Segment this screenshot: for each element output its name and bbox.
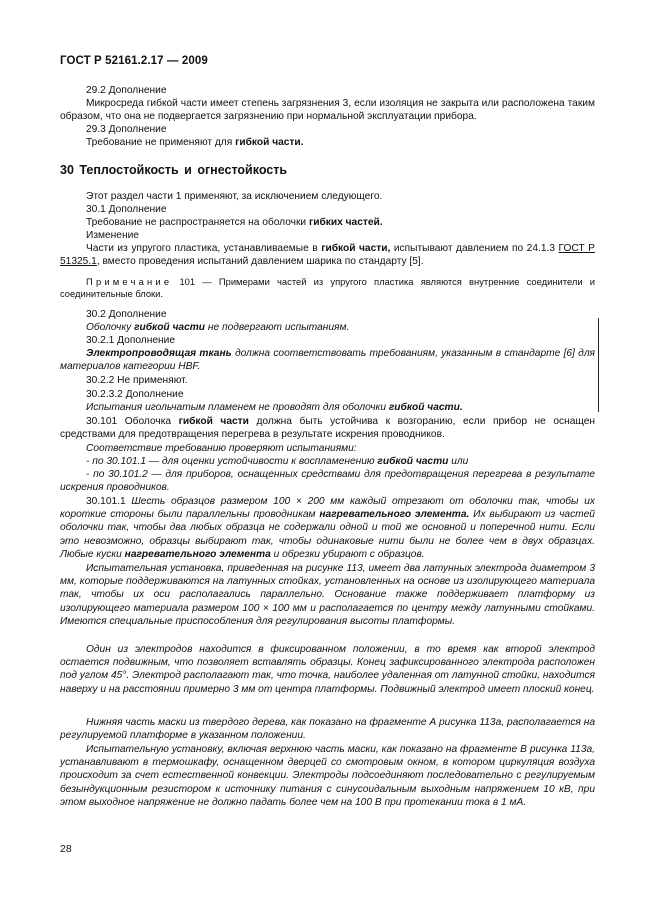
section-30-heading: 30 Теплостойкость и огнестойкость xyxy=(60,163,288,177)
clause-30-101-1-text: 30.101.1 Шесть образцов размером 100 × 200 мм каждый отрезают от оболочки так, чтобы их короткие стороны были параллельны проводникам нагревательного элемента. Их выбирают из частей оболочки так, чтобы два любых образца не содержали одной и той же основной и поперечной нити. Если это невозможно, образцы выбирают так, чтобы одинаковые нити были не более чем в двух образцах. Любые куски нагревательного элемента и обрезки убирают с образцов. xyxy=(60,496,595,560)
compliance-title: Соответствие требованию проверяют испытаниями: xyxy=(86,443,357,454)
clause-30-101-text: 30.101 Оболочка гибкой части должна быть устойчива к возгоранию, если прибор не оснащен средствами для предотвращения перегрева в результате искрения проводников. xyxy=(60,416,596,441)
clause-30-1-text: Требование не распространяется на оболочки гибких частей. xyxy=(86,217,383,228)
test-setup-paragraph: Испытательная установка, приведенная на рисунке 113, имеет два латунных электрода диаметром 3 мм, которые поддерживаются на латунных стойках, установленных на основе из изолирующего материала так, чтобы их оси располагались параллельно. Основание также поддерживает платформу из изолирующего материала размером 100 × 100 мм и располагается по центру между латунными стойками. Имеются специальные приспособления для регулирования высоты платформы. xyxy=(60,563,595,627)
clause-29-2-text: Микросреда гибкой части имеет степень загрязнения 3, если изоляция не закрыта или расположена таким образом, что она не подвергается загрязнению при нормальной эксплуатации прибора. xyxy=(60,98,595,123)
clause-29-2-title: 29.2 Дополнение xyxy=(86,85,167,96)
installation-paragraph: Испытательную установку, включая верхнюю часть маски, как показано на фрагменте В рисунка 113а, устанавливают в термошкафу, оснащенном дверцей со смотровым окном, в котором циркуляция воздуха происходит за счет естественной конвекции. Электроды подсоединяют последовательно с регулируемым безындукционным резистором к источнику питания с синусоидальным выходным напряжением 10 кВ, при этом выходное напряжение не должно падать более чем на 100 В при протекании тока в 1 мА. xyxy=(60,744,595,808)
clause-30-2-3-2-title: 30.2.3.2 Дополнение xyxy=(86,389,184,400)
compliance-item-2: - по 30.101.2 — для приборов, оснащенных средствами для предотвращения перегрева в результате искрения проводников. xyxy=(60,469,595,494)
change-marker-bar xyxy=(598,318,599,412)
mask-paragraph: Нижняя часть маски из твердого дерева, как показано на фрагменте А рисунка 113а, располагается на регулируемой платформе в указанном положении. xyxy=(60,717,595,742)
gost-51325-link[interactable]: ГОСТ Р 51325.1 xyxy=(60,243,595,268)
electrode-paragraph: Один из электродов находится в фиксированном положении, в то время как второй электрод остается подвижным, что позволяет вставлять образцы. Конец зафиксированного электрода расположен под углом 45°. Электрод располагают так, что точка, наиболее удаленная от латунной стойки, находится наверху и на расстоянии примерно 3 мм от центра платформы. Подвижный электрод имеет плоский конец. xyxy=(60,644,595,695)
change-title: Изменение xyxy=(86,230,139,241)
clause-30-2-1-text: Электропроводящая ткань должна соответствовать требованиям, указанным в стандарте [6] для материалов категории HBF. xyxy=(60,348,596,373)
clause-30-2-3-2-text: Испытания игольчатым пламенем не проводят для оболочки гибкой части. xyxy=(86,402,463,413)
note-101: Примечание 101 — Примерами частей из упругого пластика являются внутренние соединители и соединительные блоки. xyxy=(60,276,595,300)
clause-30-2-2: 30.2.2 Не применяют. xyxy=(86,375,188,386)
clause-30-1-title: 30.1 Дополнение xyxy=(86,204,167,215)
clause-30-2-text: Оболочку гибкой части не подвергают испытаниям. xyxy=(86,322,350,333)
change-text: Части из упругого пластика, устанавливаемые в гибкой части, испытывают давлением по 24.1.3 ГОСТ Р 51325.1, вместо проведения испытаний давлением шарика по стандарту [5]. xyxy=(60,243,595,268)
compliance-item-1: - по 30.101.1 — для оценки устойчивости к воспламенению гибкой части или xyxy=(86,456,469,467)
document-header: ГОСТ Р 52161.2.17 — 2009 xyxy=(60,55,208,67)
clause-29-3-title: 29.3 Дополнение xyxy=(86,124,167,135)
clause-30-2-1-title: 30.2.1 Дополнение xyxy=(86,335,176,346)
section-30-intro: Этот раздел части 1 применяют, за исключением следующего. xyxy=(86,191,383,202)
clause-30-2-title: 30.2 Дополнение xyxy=(86,309,167,320)
clause-29-3-text: Требование не применяют для гибкой части. xyxy=(86,137,304,148)
page-number: 28 xyxy=(60,843,72,855)
